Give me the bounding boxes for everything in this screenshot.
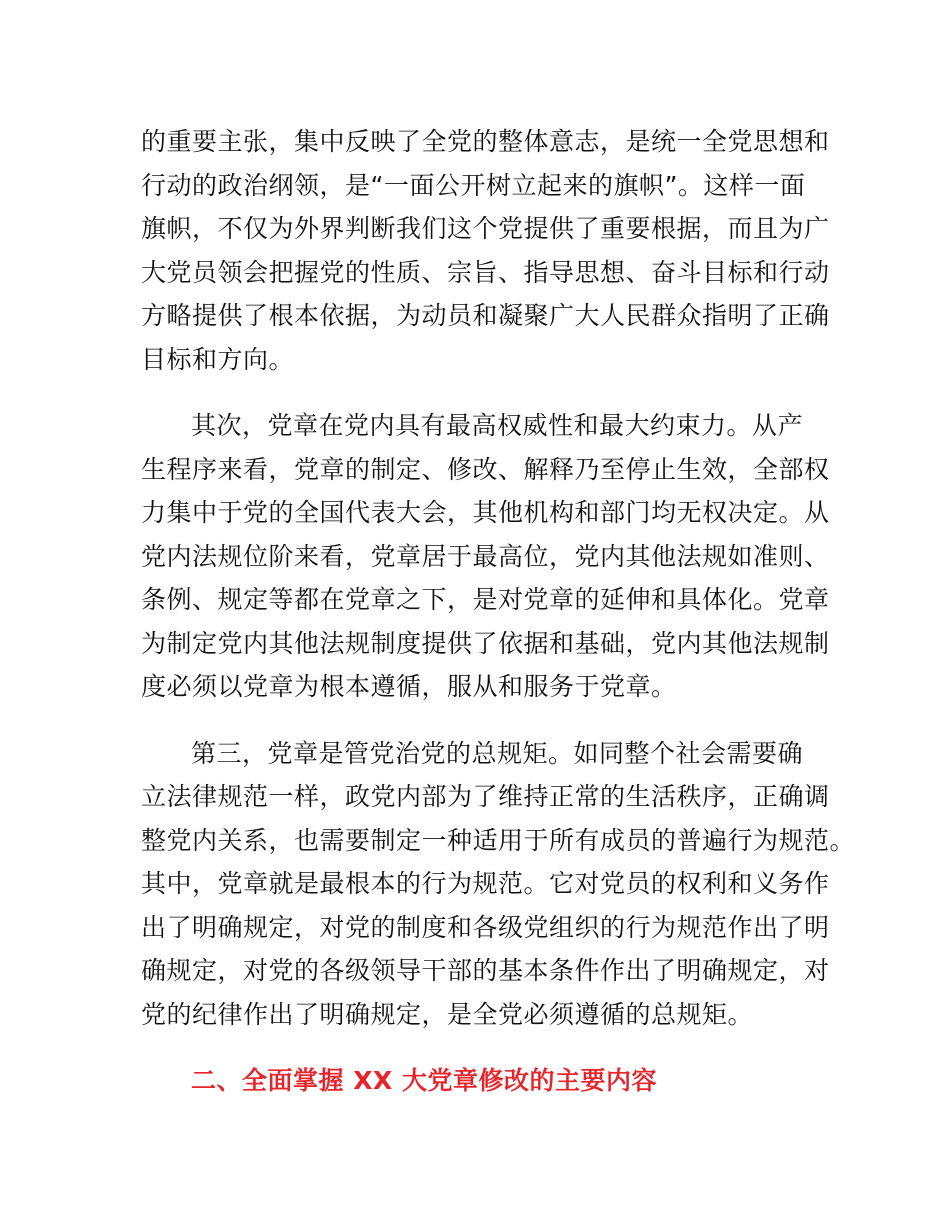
paragraph-third [141,732,856,1037]
text-line: 力集中于党的全国代表大会，其他机构和部门均无权决定。从 [141,498,830,527]
text-line: 方略提供了根本依据，为动员和凝聚广大人民群众指明了正确 [141,301,830,330]
text-line: 的重要主张，集中反映了全党的整体意志，是统一全党思想和 [141,127,830,156]
text-line: 度必须以党章为根本遵循，服从和服务于党章。 [141,672,677,701]
paragraph-second [141,404,830,709]
text-line: 立法律规范一样，政党内部为了维持正常的生活秩序，正确调 [141,782,830,811]
text-line: 党内法规位阶来看，党章居于最高位，党内其他法规如准则、 [141,541,830,571]
text-line: 第三，党章是管党治党的总规矩。如同整个社会需要确 [191,738,804,768]
text-line: 其中，党章就是最根本的行为规范。它对党员的权利和义务作 [141,869,830,898]
paragraph-intro [141,120,830,381]
text-line: 为制定党内其他法规制度提供了依据和基础，党内其他法规制 [141,628,830,658]
text-line: 大党员领会把握党的性质、宗旨、指导思想、奋斗目标和行动 [141,257,830,287]
text-line: 目标和方向。 [141,344,295,374]
text-line: 整党内关系，也需要制定一种适用于所有成员的普遍行为规范。 [141,825,856,855]
section-heading: 二、全面掌握 XX 大党章修改的主要内容 [191,1066,657,1095]
text-line: 确规定，对党的各级领导干部的基本条件作出了明确规定，对 [141,956,830,985]
text-line: 行动的政治纲领，是“一面公开树立起来的旗帜”。这样一面 [141,170,806,200]
text-line: 生程序来看，党章的制定、修改、解释乃至停止生效，全部权 [141,454,830,484]
text-line: 出了明确规定，对党的制度和各级党组织的行为规范作出了明 [141,912,830,942]
document-body [141,120,856,1103]
text-line: 党的纪律作出了明确规定，是全党必须遵循的总规矩。 [141,999,754,1029]
text-line: 旗帜，不仅为外界判断我们这个党提供了重要根据，而且为广 [141,214,830,243]
text-line: 条例、规定等都在党章之下，是对党章的延伸和具体化。党章 [141,585,830,614]
text-line: 其次，党章在党内具有最高权威性和最大约束力。从产 [191,411,804,440]
